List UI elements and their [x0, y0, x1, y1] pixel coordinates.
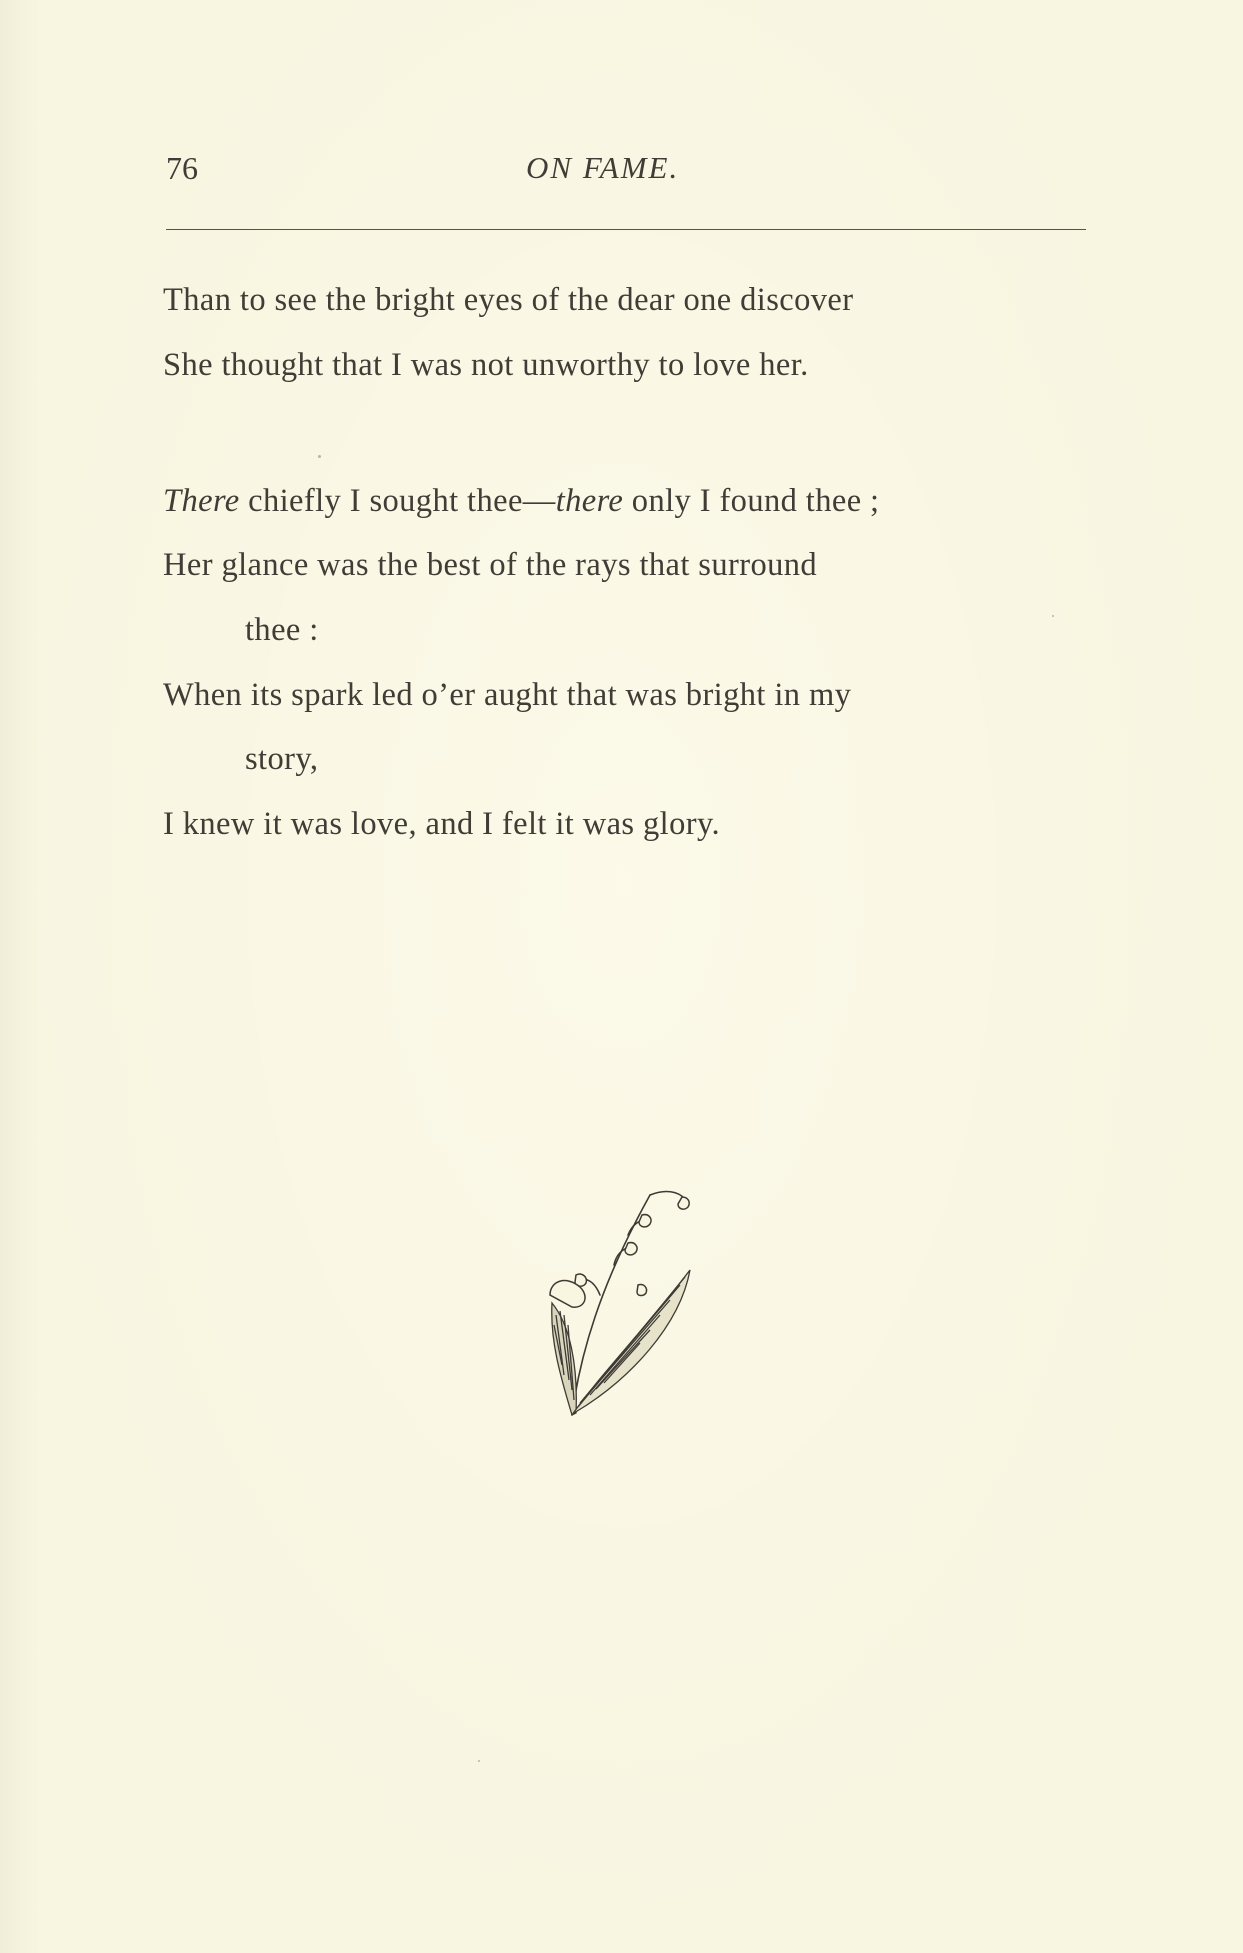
paper-speck	[318, 455, 321, 458]
verse-line-continuation: thee :	[245, 612, 319, 648]
running-title: ON FAME.	[526, 150, 680, 185]
verse-line: Her glance was the best of the rays that surround	[163, 547, 818, 583]
verse-line-continuation: story,	[245, 741, 319, 777]
verse-segment: chiefly I sought thee—	[239, 483, 556, 519]
verse-line	[163, 483, 879, 520]
paper-speck	[478, 1760, 480, 1762]
paper-speck	[1052, 615, 1054, 617]
verse-segment: only I found thee ;	[623, 483, 880, 519]
verse-line: When its spark led o’er aught that was bright in my	[163, 677, 852, 713]
running-head	[166, 146, 1086, 192]
lily-of-the-valley-icon	[520, 1175, 730, 1435]
page-number: 76	[166, 150, 198, 186]
verse-line: Than to see the bright eyes of the dear one discover	[163, 282, 854, 318]
verse-line: I knew it was love, and I felt it was glory.	[163, 806, 721, 842]
verse-line: She thought that I was not unworthy to love her.	[163, 347, 809, 383]
header-rule	[166, 229, 1086, 230]
italic-word: There	[163, 483, 240, 519]
italic-word: there	[555, 483, 624, 519]
